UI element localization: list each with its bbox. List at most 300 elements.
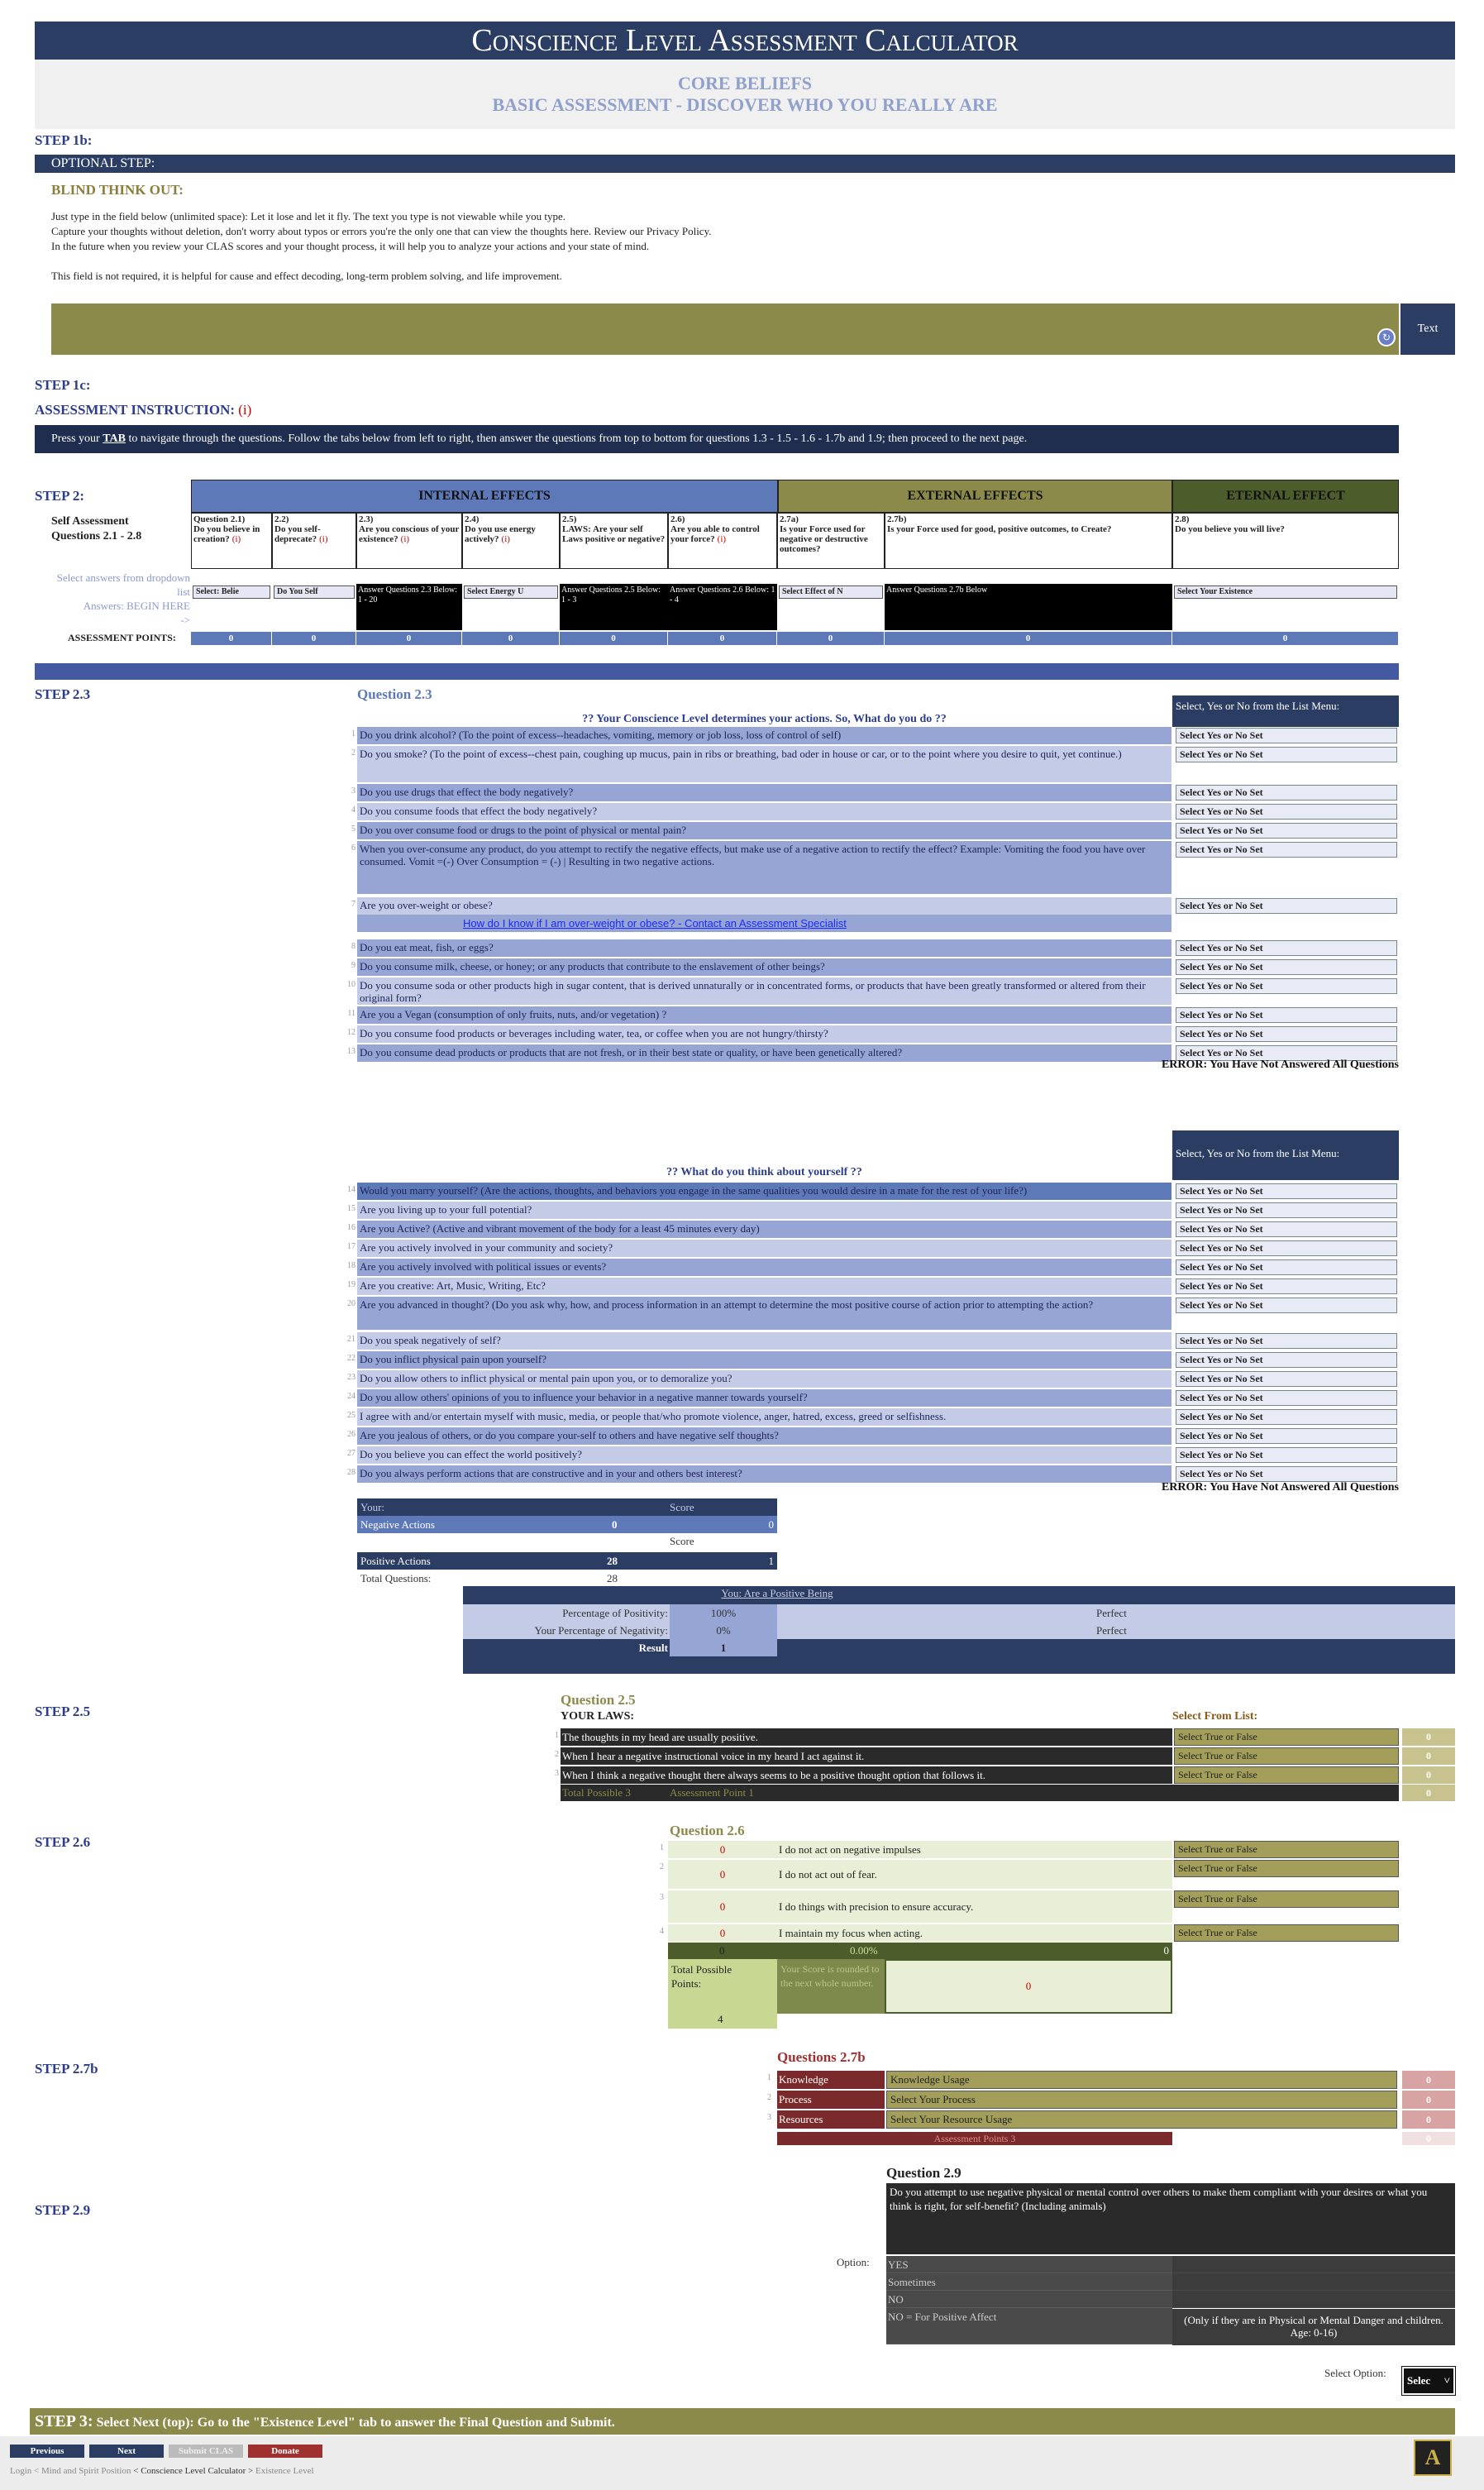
yes-no-select-value: Select Yes or No Set: [1180, 1392, 1263, 1403]
question-row: Do you allow others' opinions of you to influence your behavior in a negative manner towards yourself?: [357, 1389, 1171, 1407]
negative-actions-score: 0: [768, 1518, 774, 1531]
info-icon[interactable]: (i): [319, 534, 328, 544]
yes-no-select-value: Select Yes or No Set: [1180, 1299, 1263, 1311]
question-number: 22: [347, 1354, 355, 1363]
error-message-2: ERROR: You Have Not Answered All Questions: [1161, 1481, 1399, 1494]
assessment-point: 0: [885, 632, 1172, 645]
answer-select[interactable]: [193, 585, 270, 599]
your-label: Your:: [360, 1501, 385, 1513]
breadcrumb-login[interactable]: Login: [10, 2466, 32, 2476]
step-1c-label: STEP 1c:: [35, 377, 91, 393]
total-possible-points-label: Total Possible Points:: [671, 1963, 732, 1990]
step-1b-label: STEP 1b:: [35, 132, 93, 148]
yes-no-select[interactable]: [1176, 1240, 1397, 1256]
yes-no-select-value: Select Yes or No Set: [1180, 1223, 1263, 1235]
yes-no-select-value: Select Yes or No Set: [1180, 1411, 1263, 1422]
q26-text: I maintain my focus when acting.: [777, 1924, 1172, 1942]
q26-text: I do not act on negative impulses: [777, 1841, 1172, 1858]
q26-number: 3: [660, 1893, 664, 1902]
yes-no-select[interactable]: [1176, 1371, 1397, 1387]
question-number: 19: [347, 1280, 355, 1289]
question-2-5-title: Question 2.5: [561, 1692, 636, 1708]
step-2-5-label: STEP 2.5: [35, 1704, 91, 1719]
self-assessment-label: [51, 514, 141, 544]
q27-select-value: Select Your Process: [890, 2093, 976, 2105]
assessment-point: 0: [462, 632, 560, 645]
answer-select-value: Select: Belie: [196, 587, 239, 596]
instruction-tab: TAB: [103, 433, 126, 445]
question-number: 2.6): [670, 514, 685, 524]
arrow-text: ->: [180, 614, 190, 626]
yes-no-select-value: Select Yes or No Set: [1180, 729, 1263, 741]
q26-score-cell: 0: [668, 1890, 777, 1923]
error-message-1: ERROR: You Have Not Answered All Questions: [1161, 1059, 1399, 1071]
answer-select[interactable]: [464, 585, 558, 599]
q26-score-cell: 0: [668, 1841, 777, 1858]
blind-line: This field is not required, it is helpful for cause and effect decoding, long-term problem solving, and life improvement.: [51, 270, 562, 282]
sync-icon[interactable]: ↻: [1377, 328, 1396, 346]
eternal-effect-header: [1172, 480, 1399, 513]
yes-no-select-value: Select Yes or No Set: [1180, 1280, 1263, 1292]
laws-total-row: [561, 1785, 1399, 1801]
instruction-post: to navigate through the questions. Follow the tabs below from left to right, then answer the questions from top to bottom for questions 1.3 - 1.5 - 1.6 - 1.7b and 1.9; then proceed to the next page.: [125, 433, 1028, 445]
yes-no-select[interactable]: [1176, 1298, 1397, 1313]
yes-no-select[interactable]: [1176, 1221, 1397, 1237]
blind-text: [51, 209, 1126, 284]
select-from-list-label: Select From List:: [1172, 1710, 1258, 1723]
q27-number: 3: [767, 2113, 771, 2122]
subtitle-core: CORE BELIEFS: [678, 73, 812, 93]
title-bar: [35, 22, 1455, 60]
question-row: Are you creative: Art, Music, Writing, Etc?: [357, 1278, 1171, 1295]
yes-no-select[interactable]: [1176, 940, 1397, 956]
question-row: Do you consume food products or beverages including water, tea, or coffee when you are not hungry/thirsty?: [357, 1025, 1171, 1043]
blind-line: Capture your thoughts without deletion, don't worry about typos or errors you're the only one that can view the thoughts here. Review our Privacy Policy.: [51, 225, 712, 237]
law-score: 0: [1402, 1728, 1455, 1746]
yes-no-select[interactable]: [1176, 959, 1397, 975]
question-text: Do you believe you will live?: [1175, 524, 1285, 534]
positivity-label: Percentage of Positivity:: [562, 1607, 668, 1619]
q29-option[interactable]: NO = For Positive Affect: [886, 2308, 1172, 2344]
optional-label: OPTIONAL STEP:: [51, 156, 155, 170]
q29-option[interactable]: NO: [886, 2291, 1172, 2308]
answer-select-value: Select Energy U: [467, 587, 524, 596]
question-row: Do you smoke? (To the point of excess--chest pain, coughing up mucus, pain in ribs or breathing, bad oder in house or car, or to the point where you desire to quit, yet continue.): [357, 746, 1171, 782]
question-row: Do you allow others to inflict physical or mental pain upon you, or to demoralize you?: [357, 1370, 1171, 1388]
answer-select[interactable]: [274, 585, 355, 599]
question-row: Are you jealous of others, or do you compare your-self to others and have negative self thoughts?: [357, 1427, 1171, 1445]
question-number: 18: [347, 1261, 355, 1270]
text-button-label: Text: [1417, 323, 1439, 335]
question-number: 4: [351, 805, 355, 815]
yes-no-select[interactable]: [1176, 1183, 1397, 1199]
question-number: 20: [347, 1299, 355, 1308]
select-answers-text: Select answers from dropdown list: [56, 571, 190, 598]
external-effects-header: [778, 480, 1172, 513]
positive-actions-row: [357, 1552, 777, 1570]
question-row: Do you use drugs that effect the body negatively?: [357, 784, 1171, 801]
question-number: 2.2): [274, 514, 289, 524]
law-number: 2: [555, 1750, 559, 1759]
question-number: 25: [347, 1411, 355, 1420]
question-row: Do you inflict physical pain upon yourself?: [357, 1351, 1171, 1369]
question-number: 2.5): [562, 514, 577, 524]
question-number: 26: [347, 1430, 355, 1439]
positive-actions-score: 1: [768, 1555, 774, 1567]
q23-head-1: ?? Your Conscience Level determines your actions. So, What do you do ??: [582, 713, 947, 725]
yes-no-select-value: Select Yes or No Set: [1180, 900, 1263, 911]
question-number: 10: [347, 980, 355, 989]
question-row: Do you always perform actions that are constructive and in your and others best interest?: [357, 1465, 1171, 1483]
question-number: 15: [347, 1204, 355, 1213]
yes-no-select[interactable]: [1176, 978, 1397, 994]
yes-no-select-value: Select Yes or No Set: [1180, 1468, 1263, 1479]
assessment-point: 0: [356, 632, 462, 645]
subtitle-basic: BASIC ASSESSMENT - DISCOVER WHO YOU REALLY ARE: [492, 94, 998, 115]
q29-option[interactable]: Sometimes: [886, 2273, 1172, 2291]
yes-no-select[interactable]: [1176, 1333, 1397, 1349]
question-row: Are you Active? (Active and vibrant movement of the body for a least 45 minutes every day): [357, 1221, 1171, 1238]
info-icon[interactable]: (i): [501, 534, 510, 544]
positive-actions-value: 28: [607, 1555, 618, 1567]
external-effects-label: EXTERNAL EFFECTS: [907, 489, 1043, 503]
q26-number: 4: [660, 1927, 664, 1936]
true-false-select[interactable]: [1174, 1860, 1399, 1877]
step-2-label: STEP 2:: [35, 488, 84, 504]
yes-no-select[interactable]: [1176, 1352, 1397, 1368]
internal-effects-label: INTERNAL EFFECTS: [418, 489, 551, 503]
text-button[interactable]: [1400, 303, 1455, 355]
info-icon[interactable]: (i): [717, 534, 727, 544]
q27-select[interactable]: [886, 2071, 1397, 2089]
question-number: 28: [347, 1468, 355, 1477]
law-number: 1: [555, 1731, 559, 1740]
true-false-select[interactable]: [1174, 1841, 1399, 1858]
yes-no-select-value: Select Yes or No Set: [1180, 1028, 1263, 1039]
select-menu-header-1: [1172, 695, 1399, 727]
select-answers-hint: [51, 571, 190, 627]
total-possible-3: Total Possible 3: [562, 1786, 631, 1799]
breadcrumb-next[interactable]: Existence Level: [255, 2466, 314, 2476]
question-2-9-title: Question 2.9: [886, 2165, 961, 2181]
question-text: Is your Force used for good, positive outcomes, to Create?: [887, 524, 1112, 534]
q29-select[interactable]: [1402, 2367, 1455, 2395]
yes-no-select[interactable]: [1176, 728, 1397, 743]
question-row: Are you actively involved with political issues or events?: [357, 1259, 1171, 1276]
step-3-text: Select Next (top): Go to the "Existence Level" tab to answer the Final Question and Submit.: [93, 2416, 615, 2430]
question-column-header: [356, 513, 462, 569]
summary-your-row: [357, 1498, 777, 1516]
yes-no-select-value: Select Yes or No Set: [1180, 1335, 1263, 1346]
yes-no-select-value: Select Yes or No Set: [1180, 1354, 1263, 1365]
question-number: 2.4): [465, 514, 480, 524]
info-icon[interactable]: (i): [400, 534, 410, 544]
q27-select[interactable]: [886, 2091, 1397, 2109]
question-text: Do you self-deprecate?: [274, 524, 321, 544]
q27-select[interactable]: [886, 2110, 1397, 2129]
yes-no-select[interactable]: [1176, 1466, 1397, 1482]
assessment-instruction: [35, 402, 251, 418]
assessment-point: 0: [777, 632, 885, 645]
answer-note: Answer Questions 2.6 Below: 1 - 4: [668, 584, 777, 630]
yes-no-select-value: Select Yes or No Set: [1180, 805, 1263, 817]
q26-right-score: 0: [1163, 1944, 1169, 1957]
breadcrumb-sep: >: [246, 2466, 255, 2476]
assessment-point: 0: [668, 632, 777, 645]
true-false-select[interactable]: [1174, 1747, 1399, 1765]
yes-no-select[interactable]: [1176, 1007, 1397, 1023]
question-number: 6: [351, 844, 355, 853]
question-column-header: [560, 513, 668, 569]
previous-button[interactable]: [10, 2445, 84, 2458]
question-number: 16: [347, 1223, 355, 1232]
q27-points-row: [777, 2132, 1172, 2145]
q27-score: 0: [1402, 2071, 1455, 2089]
question-column-header: [777, 513, 885, 569]
q27-select-value: Select Your Resource Usage: [890, 2113, 1013, 2125]
question-number: 2.7b): [887, 514, 907, 524]
law-score: 0: [1402, 1766, 1455, 1784]
previous-label: Previous: [30, 2446, 64, 2456]
yes-no-select[interactable]: [1176, 747, 1397, 762]
question-column-header: [191, 513, 272, 569]
q27-label: Process: [777, 2091, 885, 2109]
total-possible-points-value: 4: [718, 2013, 723, 2025]
question-row: Do you consume foods that effect the body negatively?: [357, 803, 1171, 820]
q26-total-score: 0: [719, 1944, 725, 1957]
true-false-select[interactable]: [1174, 1728, 1399, 1746]
answer-cell: [1172, 569, 1399, 630]
q26-number: 1: [660, 1843, 664, 1852]
breadcrumb-mind[interactable]: Mind and Spirit Position: [41, 2466, 131, 2476]
yes-no-select[interactable]: [1176, 1278, 1397, 1294]
law-number: 3: [555, 1769, 559, 1778]
yes-no-select[interactable]: [1176, 1259, 1397, 1275]
q26-score-box: [885, 1959, 1172, 2014]
answer-select-value: Select Effect of N: [782, 587, 843, 596]
true-false-select[interactable]: [1174, 1890, 1399, 1908]
q29-text: Do you attempt to use negative physical or mental control over others to make them compliant with your desires or what you think is right, for self-benefit? (Including animals): [890, 2186, 1428, 2212]
q26-score-cell: 0: [668, 1924, 777, 1942]
yes-no-select[interactable]: [1176, 1202, 1397, 1218]
logo: [1414, 2440, 1452, 2476]
answer-select[interactable]: [1174, 585, 1397, 599]
answer-cell: [777, 569, 885, 630]
select-menu-header-2: [1172, 1130, 1399, 1180]
instruction-bar: [35, 425, 1399, 453]
question-number: 5: [351, 824, 355, 834]
instruction-pre: Press your: [51, 433, 103, 445]
blind-line: Just type in the field below (unlimited space): Let it lose and let it fly. The text you type is not viewable while you type.: [51, 210, 566, 222]
step-3-label: STEP 3:: [35, 2412, 93, 2430]
question-row: I agree with and/or entertain myself with music, media, or people that/who promote violence, anger, hatred, excess, greed or selfishness.: [357, 1408, 1171, 1426]
next-button[interactable]: [89, 2445, 164, 2458]
question-number: 24: [347, 1392, 355, 1401]
question-number: 12: [347, 1028, 355, 1037]
true-false-select[interactable]: [1174, 1924, 1399, 1942]
submit-label: Submit CLAS: [178, 2446, 234, 2456]
info-icon[interactable]: (i): [238, 402, 252, 418]
yes-no-select[interactable]: [1176, 785, 1397, 801]
yes-no-select-value: Select Yes or No Set: [1180, 1430, 1263, 1441]
q27-label: Resources: [777, 2110, 885, 2129]
yes-no-select[interactable]: [1176, 804, 1397, 820]
question-column-header: [462, 513, 560, 569]
question-row: Do you consume milk, cheese, or honey; or any products that contribute to the enslavement of other beings?: [357, 958, 1171, 976]
yes-no-select[interactable]: [1176, 1026, 1397, 1042]
yes-no-select[interactable]: [1176, 823, 1397, 839]
yes-no-select-value: Select Yes or No Set: [1180, 942, 1263, 953]
yes-no-select-value: Select Yes or No Set: [1180, 1373, 1263, 1384]
q29-select-value: Selec: [1407, 2374, 1431, 2387]
question-number: 23: [347, 1373, 355, 1382]
answer-cell: [191, 569, 272, 630]
true-false-value: Select True or False: [1178, 1893, 1257, 1905]
eternal-effect-label: ETERNAL EFFECT: [1226, 489, 1345, 503]
question-row: Are you over-weight or obese?: [357, 897, 1171, 915]
question-row: Are you actively involved in your community and society?: [357, 1240, 1171, 1257]
true-false-value: Select True or False: [1178, 1731, 1257, 1742]
select-option-label: Select Option:: [1324, 2367, 1386, 2379]
answer-note: Answer Questions 2.7b Below: [885, 584, 1172, 630]
question-number: 2.3): [359, 514, 374, 524]
donate-button[interactable]: [248, 2445, 322, 2458]
q29-text-box: [886, 2183, 1455, 2254]
step-3-bar: [30, 2408, 1455, 2435]
blind-think-field[interactable]: [51, 303, 1399, 355]
blind-line: In the future when you review your CLAS scores and your thought process, it will help you to analyze your actions and your state of mind.: [51, 240, 650, 252]
submit-clas-button[interactable]: [169, 2445, 243, 2458]
yes-no-select-value: Select Yes or No Set: [1180, 844, 1263, 855]
q29-option-fill: [1172, 2256, 1455, 2273]
q29-option[interactable]: YES: [886, 2256, 1172, 2273]
question-text: Are you able to control your force?: [670, 524, 760, 544]
select-menu-text: Select, Yes or No from the List Menu:: [1176, 1147, 1340, 1159]
assessment-point: 0: [191, 632, 272, 645]
question-number: 9: [351, 961, 355, 970]
question-number: 21: [347, 1335, 355, 1344]
q29-note: (Only if they are in Physical or Mental Danger and children.: [1184, 2314, 1443, 2326]
true-false-value: Select True or False: [1178, 1927, 1257, 1938]
question-row: Do you speak negatively of self?: [357, 1332, 1171, 1350]
question-row: Do you consume dead products or products that are not fresh, or in their best state or quality, or have been genetically altered?: [357, 1044, 1171, 1062]
q26-score-cell: 0: [668, 1860, 777, 1889]
question-row: Do you believe you can effect the world positively?: [357, 1446, 1171, 1464]
logo-letter: A: [1424, 2445, 1441, 2469]
yes-no-select[interactable]: [1176, 1447, 1397, 1463]
result-row: [463, 1639, 777, 1656]
true-false-value: Select True or False: [1178, 1862, 1257, 1874]
yes-no-select[interactable]: [1176, 898, 1397, 914]
donate-label: Donate: [271, 2446, 299, 2456]
total-questions-value: 28: [607, 1572, 618, 1584]
question-number: 2: [351, 748, 355, 758]
yes-no-select-value: Select Yes or No Set: [1180, 824, 1263, 836]
true-false-value: Select True or False: [1178, 1769, 1257, 1780]
negativity-rating: Perfect: [1096, 1624, 1127, 1637]
subtitle-box: [35, 60, 1455, 129]
yes-no-select-value: Select Yes or No Set: [1180, 1204, 1263, 1216]
step-2-7b-label: STEP 2.7b: [35, 2061, 98, 2077]
question-2-6-title: Question 2.6: [670, 1823, 745, 1838]
question-row: Do you consume soda or other products high in sugar content, that is derived unnaturally or in concentrated forms, or products that have been greatly transformed or altered from their original form?: [357, 977, 1171, 1005]
question-number: 11: [347, 1009, 355, 1018]
laws-total-score: 0: [1402, 1785, 1455, 1801]
q26-text: I do things with precision to ensure accuracy.: [777, 1890, 1172, 1923]
question-number: 17: [347, 1242, 355, 1251]
yes-no-select-value: Select Yes or No Set: [1180, 980, 1263, 992]
breadcrumb-current: Conscience Level Calculator: [141, 2466, 246, 2476]
assessment-point: 0: [1172, 632, 1399, 645]
yes-no-select-value: Select Yes or No Set: [1180, 1009, 1263, 1020]
result-value: 1: [670, 1639, 777, 1656]
q26-score: 0: [1025, 1980, 1032, 1992]
total-questions-label: Total Questions:: [360, 1572, 432, 1584]
question-2-7b-title: Questions 2.7b: [777, 2049, 866, 2065]
q29-option-fill: [1172, 2291, 1455, 2308]
blind-think-label: BLIND THINK OUT:: [51, 182, 184, 198]
true-false-select[interactable]: [1174, 1766, 1399, 1784]
q26-number: 2: [660, 1862, 664, 1871]
info-icon[interactable]: (i): [231, 534, 241, 544]
question-row: Do you eat meat, fish, or eggs?: [357, 939, 1171, 957]
positivity-value: 100%: [670, 1604, 777, 1622]
question-text: LAWS: Are your self Laws positive or negative?: [562, 524, 666, 544]
yes-no-select-value: Select Yes or No Set: [1180, 961, 1263, 973]
question-number: 8: [351, 942, 355, 951]
answer-note: Answer Questions 2.5 Below: 1 - 3: [560, 584, 668, 630]
yes-no-select-value: Select Yes or No Set: [1180, 1261, 1263, 1273]
question-row: Do you drink alcohol? (To the point of excess--headaches, vomiting, memory or job loss, loss of control of self): [357, 727, 1171, 744]
negativity-value: 0%: [670, 1622, 777, 1639]
answer-cell: [272, 569, 356, 630]
self-assessment: Self Assessment: [51, 515, 129, 528]
answer-select[interactable]: [779, 585, 883, 599]
question-number: 1: [351, 729, 355, 738]
yes-no-select[interactable]: [1176, 842, 1397, 858]
chevron-down-icon: ˅: [1443, 2374, 1450, 2387]
step-2-3-label: STEP 2.3: [35, 686, 91, 702]
q27-score: 0: [1402, 2110, 1455, 2129]
breadcrumb-sep: <: [131, 2466, 141, 2476]
true-false-value: Select True or False: [1178, 1750, 1257, 1761]
yes-no-select[interactable]: [1176, 1390, 1397, 1406]
law-row: When I think a negative thought there always seems to be a positive thought option that follows it.: [561, 1766, 1172, 1784]
optional-bar: [35, 155, 1455, 173]
questions-range: Questions 2.1 - 2.8: [51, 530, 142, 542]
select-menu-text: Select, Yes or No from the List Menu:: [1176, 700, 1340, 712]
question-number: 2.7a): [780, 514, 799, 524]
negative-actions-row: [357, 1516, 777, 1533]
positive-actions-label: Positive Actions: [360, 1555, 431, 1567]
negativity-label: Your Percentage of Negativity:: [534, 1624, 668, 1637]
breadcrumb: [10, 2466, 314, 2476]
page-title: Conscience Level Assessment Calculator: [471, 23, 1019, 58]
question-text: Do you believe in creation?: [193, 524, 260, 544]
positivity-row: [463, 1604, 1455, 1622]
question-row: Would you marry yourself? (Are the actions, thoughts, and behaviors you engage in the same qualities you would desire in a mate for the rest of your life?): [357, 1183, 1171, 1200]
yes-no-select[interactable]: [1176, 1409, 1397, 1425]
option-label: Option:: [837, 2256, 870, 2268]
yes-no-select[interactable]: [1176, 1428, 1397, 1444]
total-questions-row: [357, 1570, 777, 1587]
positive-being-label: You: Are a Positive Being: [721, 1587, 833, 1599]
obese-link[interactable]: How do I know if I am over-weight or obese? - Contact an Assessment Specialist: [357, 915, 1171, 932]
yes-no-select-value: Select Yes or No Set: [1180, 786, 1263, 798]
assessment-point: 0: [272, 632, 356, 645]
question-number: Question 2.1): [193, 514, 246, 524]
q26-percentage: 0.00%: [850, 1944, 878, 1957]
